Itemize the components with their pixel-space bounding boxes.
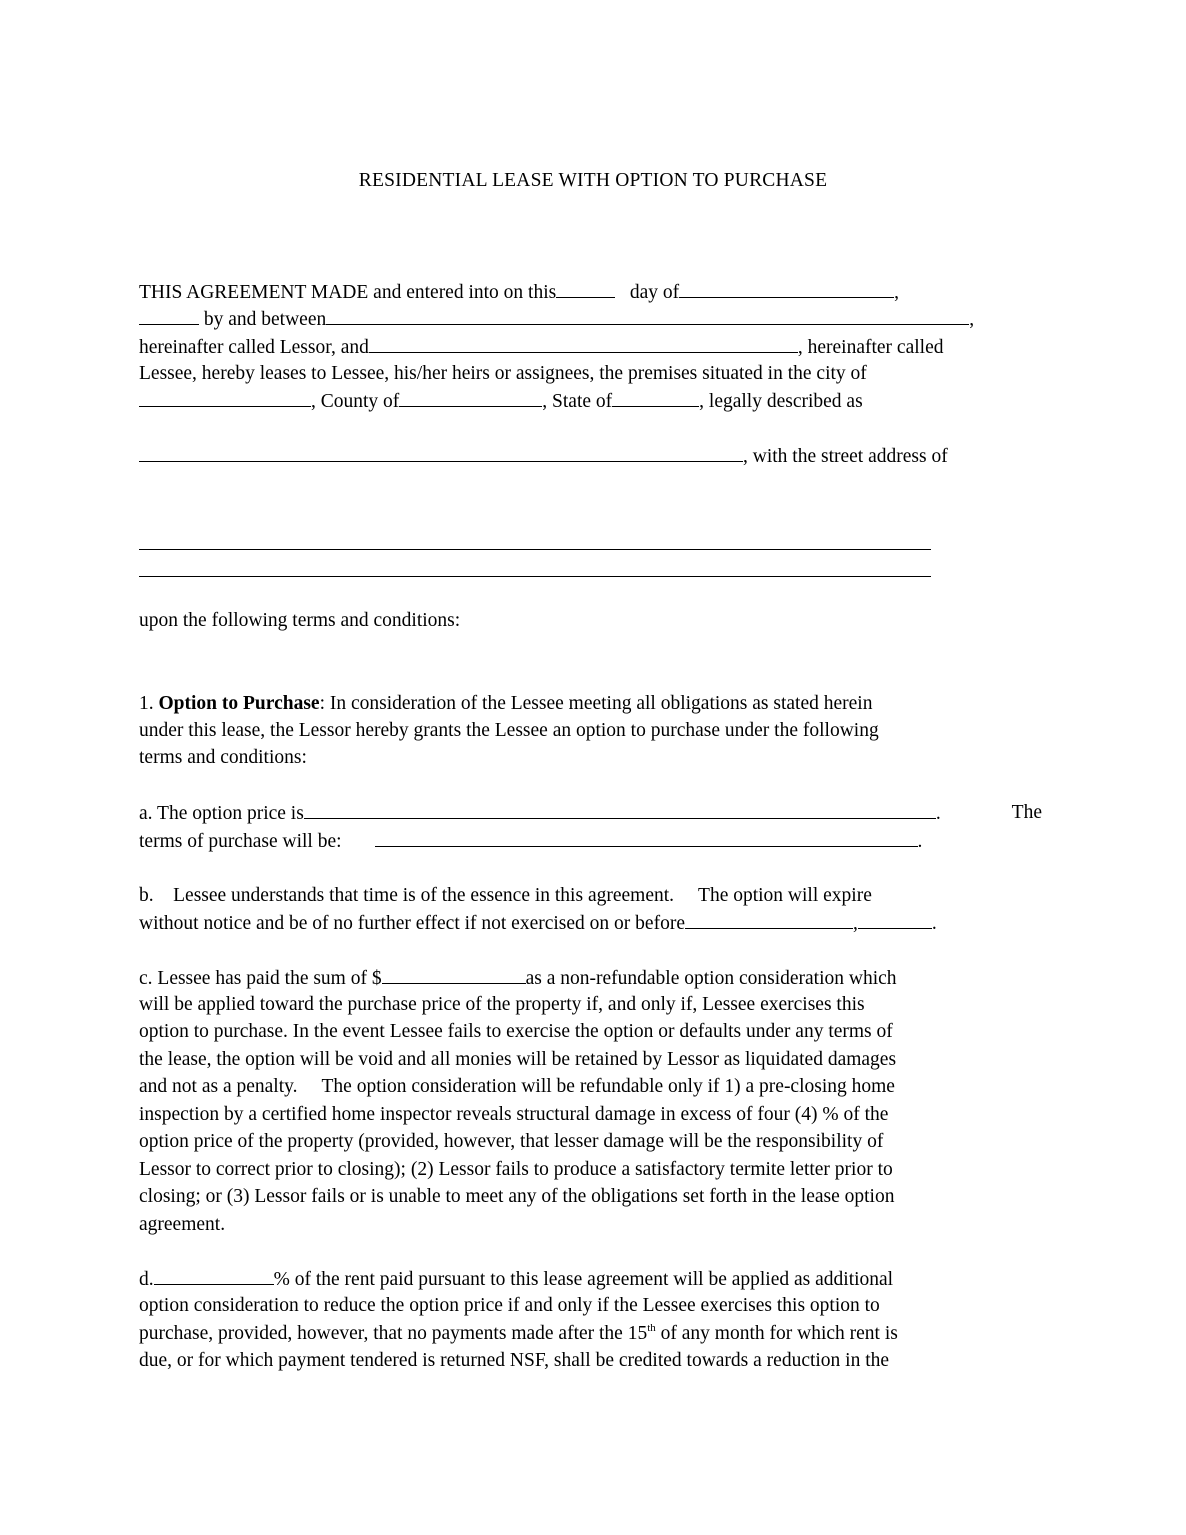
intro-line-5 bbox=[139, 389, 863, 413]
county-field[interactable] bbox=[399, 389, 542, 407]
clause-c-line: agreement. bbox=[139, 1214, 226, 1235]
clause-d-line-4: due, or for which payment tendered is returned NSF, shall be credited towards a reduction in the bbox=[139, 1350, 890, 1371]
clause-c-line-1 bbox=[139, 966, 897, 990]
intro-text: by and between bbox=[203, 309, 327, 330]
month-field[interactable] bbox=[679, 280, 894, 298]
intro-text: , County of bbox=[311, 391, 400, 412]
intro-text: , bbox=[894, 282, 900, 303]
section1-line-3: terms and conditions: bbox=[139, 747, 307, 768]
clause-d-line-1 bbox=[139, 1267, 893, 1291]
street-address-line-1[interactable] bbox=[139, 549, 931, 550]
intro-text: , legally described as bbox=[699, 391, 863, 412]
option-consideration-amount-field[interactable] bbox=[382, 966, 526, 984]
clause-c-line: option price of the property (provided, however, that lesser damage will be the responsibility of bbox=[139, 1131, 884, 1152]
intro-text: Lessee, hereby leases to Lessee, his/her heirs or assignees, the premises situated in the city of bbox=[139, 363, 867, 384]
expiry-year-field[interactable] bbox=[858, 911, 932, 929]
clause-text: terms of purchase will be: bbox=[139, 831, 342, 852]
ordinal-suffix: th bbox=[647, 1322, 656, 1334]
clause-text: The bbox=[1011, 802, 1042, 823]
clause-text: % of the rent paid pursuant to this lease agreement will be applied as additional bbox=[273, 1269, 894, 1290]
intro-line-4 bbox=[139, 362, 867, 386]
section-heading: Option to Purchase bbox=[158, 693, 320, 714]
option-price-field[interactable] bbox=[304, 801, 936, 819]
clause-text: c. Lessee has paid the sum of $ bbox=[139, 968, 382, 989]
section1-line-1 bbox=[139, 692, 872, 716]
intro-text: , bbox=[969, 309, 975, 330]
clause-c-line: and not as a penalty. The option consideration will be refundable only if 1) a pre-closing home bbox=[139, 1076, 895, 1097]
intro-text: , hereinafter called bbox=[797, 337, 944, 358]
rent-percentage-field[interactable] bbox=[154, 1267, 274, 1285]
clause-a-line-1 bbox=[139, 801, 1042, 825]
section-number: 1. bbox=[139, 693, 154, 714]
section-text: : In consideration of the Lessee meeting all obligations as stated herein bbox=[319, 693, 873, 714]
clause-b-line-1: b. Lessee understands that time is of the essence in this agreement. The option will expire bbox=[139, 885, 872, 906]
city-field[interactable] bbox=[139, 389, 311, 407]
lessor-name-field[interactable] bbox=[326, 307, 969, 325]
clause-text: of any month for which rent is bbox=[660, 1323, 898, 1344]
terms-intro: upon the following terms and conditions: bbox=[139, 610, 461, 631]
clause-text: without notice and be of no further effect if not exercised on or before bbox=[139, 913, 685, 934]
clause-text: . bbox=[931, 913, 937, 934]
clause-d-line-3 bbox=[139, 1322, 898, 1346]
lessee-name-field[interactable] bbox=[369, 335, 798, 353]
clause-text: a. The option price is bbox=[139, 803, 304, 824]
state-field[interactable] bbox=[612, 389, 699, 407]
clause-text: . bbox=[935, 803, 941, 824]
clause-a-line-2 bbox=[139, 829, 922, 853]
day-number-field[interactable] bbox=[556, 280, 615, 298]
legal-description-field[interactable] bbox=[139, 444, 743, 462]
intro-text: THIS AGREEMENT MADE and entered into on this bbox=[139, 282, 557, 303]
purchase-terms-field[interactable] bbox=[375, 829, 918, 847]
intro-line-6 bbox=[139, 444, 948, 468]
clause-c-line: inspection by a certified home inspector reveals structural damage in excess of four (4) % of the bbox=[139, 1104, 889, 1125]
clause-c-line: option to purchase. In the event Lessee fails to exercise the option or defaults under any terms of bbox=[139, 1021, 893, 1042]
year-field[interactable] bbox=[139, 307, 199, 325]
intro-text: day of bbox=[629, 282, 680, 303]
expiry-date-field[interactable] bbox=[685, 911, 853, 929]
clause-c-line: closing; or (3) Lessor fails or is unable to meet any of the obligations set forth in the lease option bbox=[139, 1186, 895, 1207]
intro-text: , with the street address of bbox=[743, 446, 948, 467]
clause-c-line: the lease, the option will be void and all monies will be retained by Lessor as liquidated damages bbox=[139, 1049, 897, 1070]
intro-line-1 bbox=[139, 280, 899, 304]
document-title: RESIDENTIAL LEASE WITH OPTION TO PURCHASE bbox=[358, 170, 828, 191]
clause-text: d. bbox=[139, 1269, 154, 1290]
intro-text: hereinafter called Lessor, and bbox=[139, 337, 369, 358]
clause-d-line-2: option consideration to reduce the option price if and only if the Lessee exercises this option to bbox=[139, 1295, 880, 1316]
intro-line-3 bbox=[139, 335, 943, 359]
clause-text: purchase, provided, however, that no payments made after the 15 bbox=[139, 1323, 648, 1344]
clause-b-line-2 bbox=[139, 911, 937, 935]
section1-line-2: under this lease, the Lessor hereby grants the Lessee an option to purchase under the following bbox=[139, 720, 879, 741]
clause-text: . bbox=[917, 831, 923, 852]
intro-line-2 bbox=[139, 307, 974, 331]
clause-c-line: Lessor to correct prior to closing); (2) Lessor fails to produce a satisfactory termite letter prior to bbox=[139, 1159, 893, 1180]
clause-text: as a non-refundable option consideration which bbox=[525, 968, 897, 989]
clause-text: , bbox=[852, 913, 858, 934]
intro-text: , State of bbox=[542, 391, 613, 412]
street-address-line-2[interactable] bbox=[139, 576, 931, 577]
clause-c-line: will be applied toward the purchase price of the property if, and only if, Lessee exercises this bbox=[139, 994, 865, 1015]
